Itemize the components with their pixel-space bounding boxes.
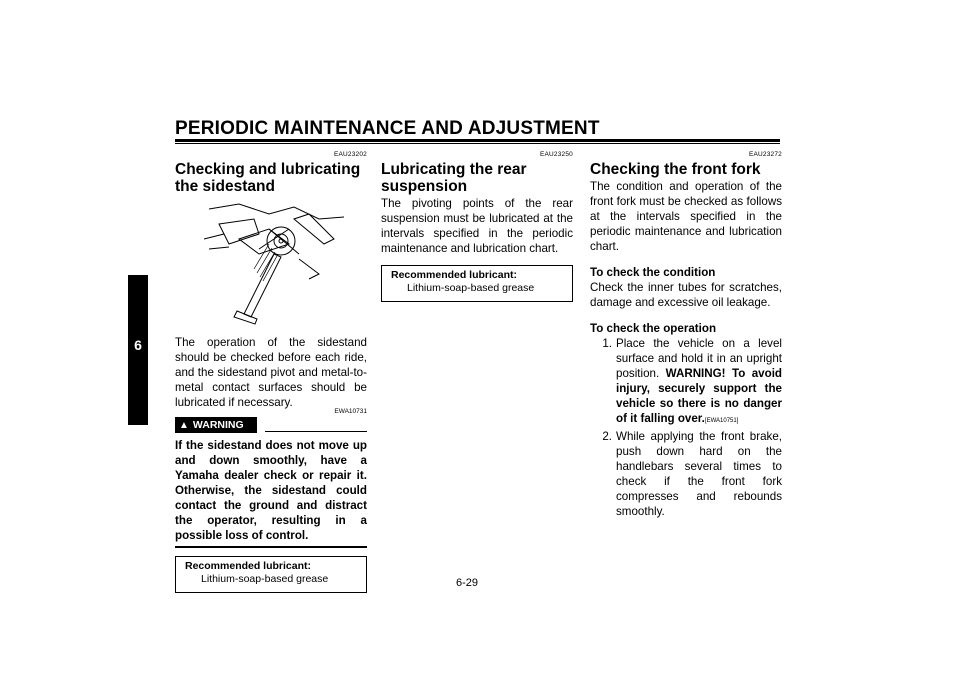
section-body: The pivoting points of the rear suspension must be lubricated at the intervals specified in the periodic maintenance and lubrication chart. [381,197,573,255]
lubricant-title: Recommended lubricant: [391,269,518,281]
step-item [590,429,782,519]
condition-title: To check the condition [590,266,716,279]
header-rule [175,139,780,142]
step-text: Place the vehicle on a level surface and hold it in an upright position. [616,337,782,380]
lubricant-box [381,265,573,302]
warning-bottom-rule [175,546,367,548]
lubricant-box [175,556,367,593]
sidestand-illustration [199,199,349,329]
lubricant-value: Lithium-soap-based grease [407,282,535,294]
lubricant-title: Recommended lubricant: [185,560,312,572]
step-number: 2. [602,430,612,443]
warning-header [175,408,367,434]
chapter-tab [128,275,148,425]
section-heading: Checking and lubricating the sidestand [175,161,361,195]
step-content [616,336,782,429]
section-code: EAU23202 [333,151,367,158]
step-number: 1. [602,337,612,350]
lubricant-value: Lithium-soap-based grease [201,573,329,585]
section-body: The condition and operation of the front fork must be checked as follows at the intervals specified in the periodic maintenance and lubrication chart. [590,180,782,253]
warning-rule [265,431,367,432]
section-code: EAU23272 [748,151,782,158]
section-sidestand [175,151,367,593]
page-header-title: PERIODIC MAINTENANCE AND ADJUSTMENT [175,118,600,139]
section-code: EAU23250 [539,151,573,158]
step-item [590,336,782,429]
section-heading: Lubricating the rear suspension [381,161,527,195]
page-number: 6-29 [456,577,479,589]
step-warning-code: [EWA10751] [704,418,739,424]
section-heading: Checking the front fork [590,161,761,178]
operation-steps [590,336,782,519]
warning-text: If the sidestand does not move up and down smoothly, have a Yamaha dealer check or repair it. Otherwise, the sidestand could contact the ground and distract the operator, resulting in a possible loss of control. [175,439,367,542]
header-rule-thin [175,143,780,144]
warning-label: WARNING [192,419,244,431]
operation-title: To check the operation [590,322,717,335]
chapter-tab-number: 6 [134,337,142,353]
step-warning: WARNING! To avoid injury, securely support the vehicle so there is no danger of it falling over. [616,367,782,425]
section-body: The operation of the sidestand should be checked before each ride, and the sidestand pivot and metal-to-metal contact surfaces should be lubricated if necessary. [175,336,367,409]
section-front-fork [590,151,782,519]
section-rear-suspension [381,151,573,302]
warning-badge [175,417,257,433]
warning-code: EWA10731 [334,408,367,415]
condition-text: Check the inner tubes for scratches, damage and excessive oil leakage. [590,281,782,309]
warning-triangle-icon: ▲ [179,420,189,431]
step-text: While applying the front brake, push down hard on the handlebars several times to check if the front fork compresses and rebounds smoothly. [616,430,782,518]
